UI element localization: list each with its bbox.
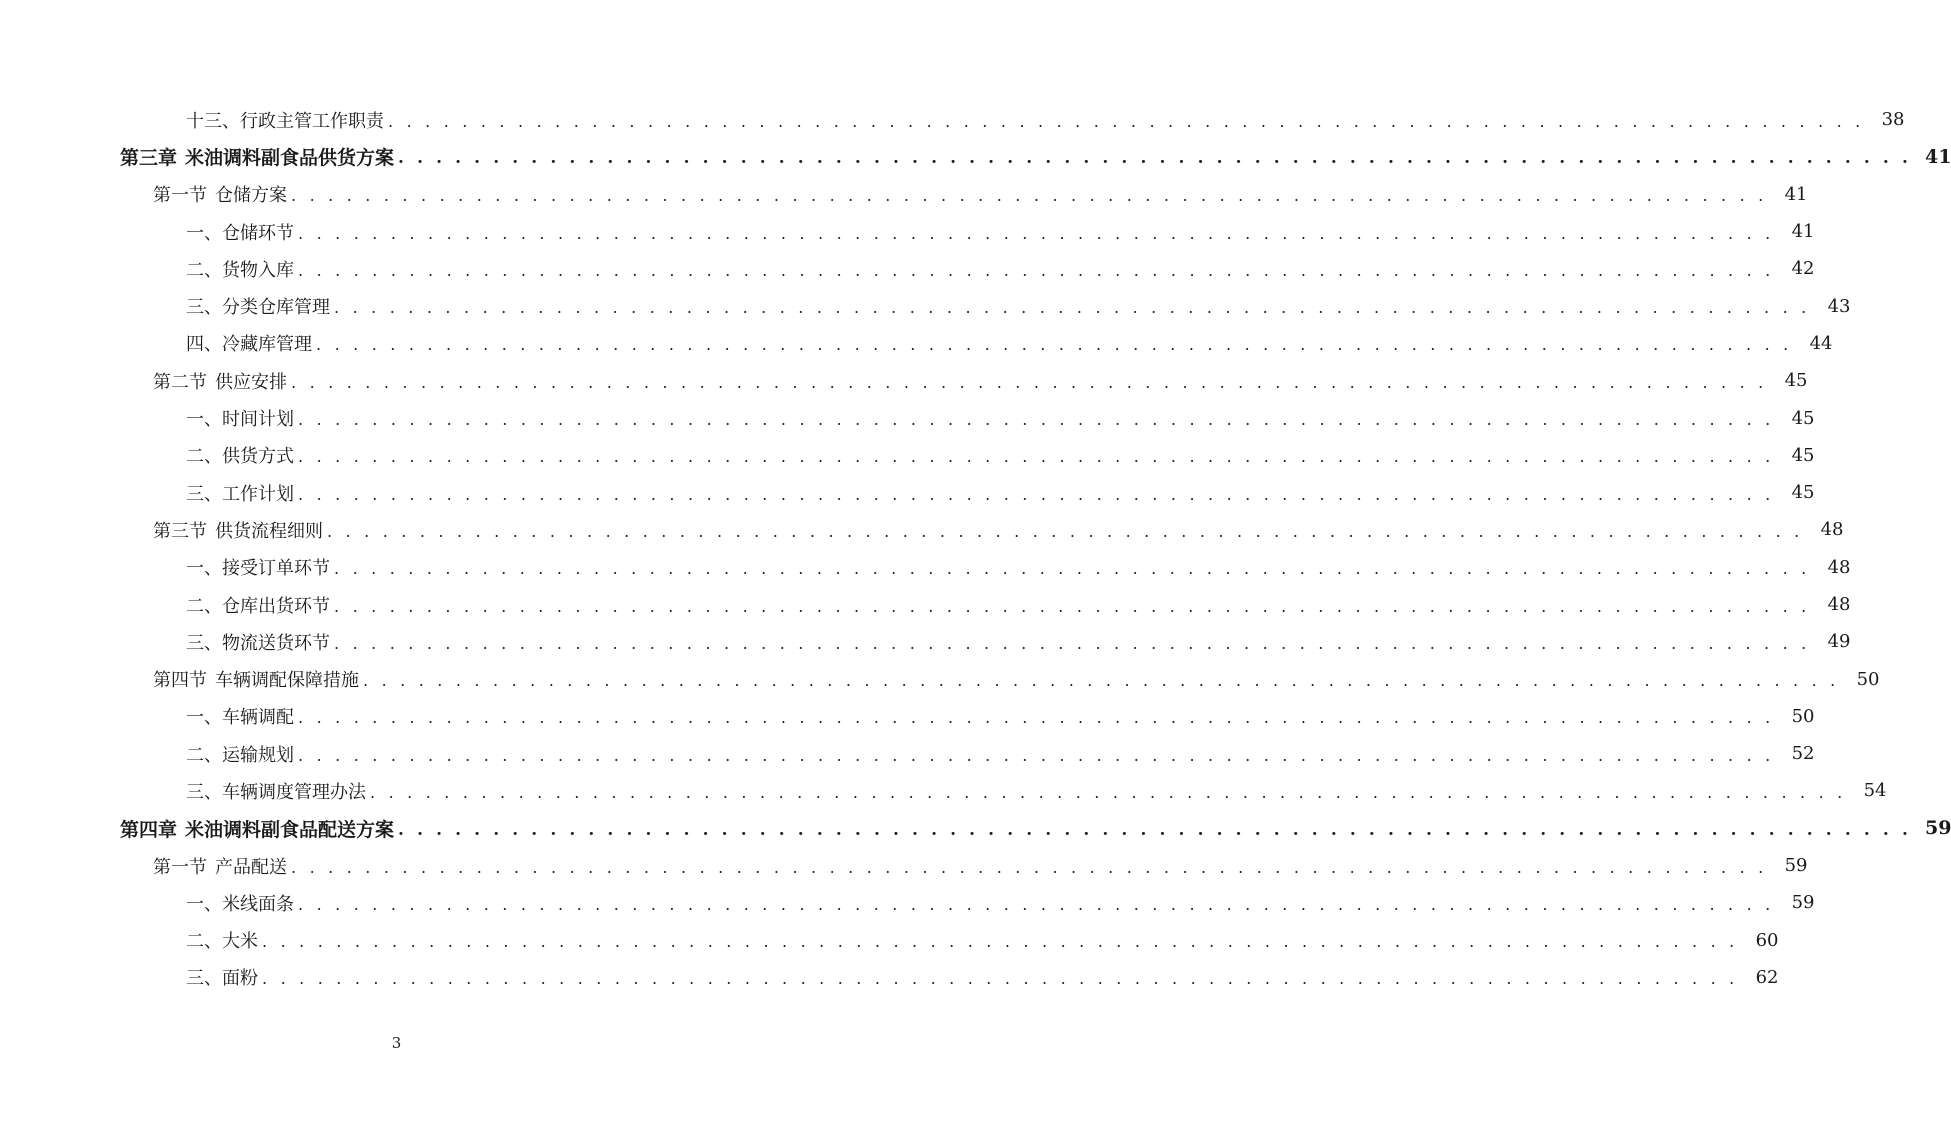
toc-entry-title — [120, 143, 398, 170]
toc-entry-title — [153, 853, 291, 879]
toc-entry-item[interactable] — [0, 623, 1851, 660]
toc-entry-text: 冷藏库管理 — [222, 334, 312, 356]
toc-entry-page: 49 — [1827, 631, 1851, 653]
toc-entry-number: 二、 — [186, 744, 222, 766]
toc-entry-item[interactable] — [0, 399, 1815, 436]
toc-entry-item[interactable] — [0, 101, 1905, 138]
toc-entry-title — [153, 666, 363, 692]
toc-entry-number: 第三节 — [153, 520, 207, 542]
toc-entry-text: 米油调料副食品供货方案 — [185, 147, 395, 170]
toc-entry-page: 45 — [1791, 444, 1815, 466]
toc-entry-text: 供货方式 — [222, 446, 294, 468]
toc-entry-page: 44 — [1809, 332, 1833, 354]
dot-leader: . . . . . . . . . . . . . . . . . . . . . . . . . . . . . . . . . . . . . . . . . . . . . . . . . . . . . . . . . . . . . . . . . . . . . . . . . . . . . . . . — [298, 484, 1775, 504]
toc-entry-page: 45 — [1791, 482, 1815, 504]
toc-entry-page: 48 — [1820, 519, 1844, 541]
toc-entry-title — [153, 517, 327, 543]
toc-entry-item[interactable] — [0, 959, 1779, 996]
toc-entry-item[interactable] — [0, 884, 1815, 921]
dot-leader: . . . . . . . . . . . . . . . . . . . . . . . . . . . . . . . . . . . . . . . . . . . . . . . . . . . . . . . . . . . . . . . . . . . . . . . . . . . . . . . . — [398, 819, 1912, 840]
toc-entry-text: 仓储环节 — [222, 222, 294, 244]
toc-entry-text: 供货流程细则 — [215, 520, 323, 542]
toc-entry-text: 行政主管工作职责 — [240, 110, 384, 132]
dot-leader: . . . . . . . . . . . . . . . . . . . . . . . . . . . . . . . . . . . . . . . . . . . . . . . . . . . . . . . . . . . . . . . . . . . . . . . . . . . . . . . . — [298, 260, 1775, 280]
toc-entry-item[interactable] — [0, 325, 1833, 362]
toc-entry-title — [186, 219, 298, 245]
dot-leader: . . . . . . . . . . . . . . . . . . . . . . . . . . . . . . . . . . . . . . . . . . . . . . . . . . . . . . . . . . . . . . . . . . . . . . . . . . . . . . . . — [388, 111, 1865, 131]
toc-entry-page: 60 — [1755, 929, 1779, 951]
toc-entry-number: 第二节 — [153, 371, 207, 393]
toc-entry-section[interactable] — [0, 660, 1880, 697]
toc-entry-section[interactable] — [0, 511, 1844, 548]
dot-leader: . . . . . . . . . . . . . . . . . . . . . . . . . . . . . . . . . . . . . . . . . . . . . . . . . . . . . . . . . . . . . . . . . . . . . . . . . . . . . . . . — [334, 633, 1811, 653]
toc-entry-text: 车辆调配保障措施 — [215, 670, 359, 692]
toc-entry-number: 三、 — [186, 297, 222, 319]
toc-entry-text: 工作计划 — [222, 483, 294, 505]
toc-entry-item[interactable] — [0, 735, 1815, 772]
toc-entry-item[interactable] — [0, 287, 1851, 324]
toc-entry-number: 第一节 — [153, 185, 207, 207]
toc-entry-title — [186, 927, 262, 953]
toc-entry-page: 43 — [1827, 295, 1851, 317]
dot-leader: . . . . . . . . . . . . . . . . . . . . . . . . . . . . . . . . . . . . . . . . . . . . . . . . . . . . . . . . . . . . . . . . . . . . . . . . . . . . . . . . — [334, 298, 1811, 318]
toc-entry-number: 第三章 — [120, 147, 178, 170]
toc-entry-number: 三、 — [186, 968, 222, 990]
toc-entry-text: 产品配送 — [215, 856, 287, 878]
dot-leader: . . . . . . . . . . . . . . . . . . . . . . . . . . . . . . . . . . . . . . . . . . . . . . . . . . . . . . . . . . . . . . . . . . . . . . . . . . . . . . . . — [298, 708, 1775, 728]
dot-leader: . . . . . . . . . . . . . . . . . . . . . . . . . . . . . . . . . . . . . . . . . . . . . . . . . . . . . . . . . . . . . . . . . . . . . . . . . . . . . . . . — [298, 410, 1775, 430]
toc-entry-number: 一、 — [186, 222, 222, 244]
toc-entry-page: 62 — [1755, 966, 1779, 988]
toc-entry-number: 第四章 — [120, 818, 178, 841]
toc-entry-title — [120, 815, 398, 842]
toc-entry-title — [186, 442, 298, 468]
toc-entry-title — [153, 368, 291, 394]
dot-leader: . . . . . . . . . . . . . . . . . . . . . . . . . . . . . . . . . . . . . . . . . . . . . . . . . . . . . . . . . . . . . . . . . . . . . . . . . . . . . . . . — [291, 372, 1768, 392]
toc-entry-item[interactable] — [0, 437, 1815, 474]
toc-entry-page: 42 — [1791, 258, 1815, 280]
toc-entry-number: 二、 — [186, 931, 222, 953]
toc-entry-number: 一、 — [186, 893, 222, 915]
toc-entry-title — [186, 629, 334, 655]
toc-entry-text: 大米 — [222, 931, 258, 953]
toc-entry-section[interactable] — [0, 176, 1808, 213]
toc-entry-text: 时间计划 — [222, 409, 294, 431]
toc-entry-title — [186, 256, 298, 282]
toc-entry-text: 货物入库 — [222, 259, 294, 281]
toc-entry-number: 一、 — [186, 558, 222, 580]
toc-entry-section[interactable] — [0, 362, 1808, 399]
toc-entry-page: 45 — [1784, 370, 1808, 392]
toc-entry-title — [186, 293, 334, 319]
toc-entry-page: 59 — [1925, 817, 1951, 840]
dot-leader: . . . . . . . . . . . . . . . . . . . . . . . . . . . . . . . . . . . . . . . . . . . . . . . . . . . . . . . . . . . . . . . . . . . . . . . . . . . . . . . . — [262, 969, 1739, 989]
dot-leader: . . . . . . . . . . . . . . . . . . . . . . . . . . . . . . . . . . . . . . . . . . . . . . . . . . . . . . . . . . . . . . . . . . . . . . . . . . . . . . . . — [316, 335, 1793, 355]
toc-entry-number: 一、 — [186, 409, 222, 431]
toc-entry-title — [186, 778, 370, 804]
toc-entry-text: 米油调料副食品配送方案 — [185, 818, 395, 841]
toc-entry-text: 物流送货环节 — [222, 632, 330, 654]
toc-entry-number: 十三、 — [186, 110, 240, 132]
toc-entry-item[interactable] — [0, 922, 1779, 959]
toc-entry-item[interactable] — [0, 586, 1851, 623]
toc-entry-text: 米线面条 — [222, 893, 294, 915]
toc-entry-text: 车辆调度管理办法 — [222, 781, 366, 803]
toc-entry-number: 第四节 — [153, 670, 207, 692]
toc-entry-number: 一、 — [186, 707, 222, 729]
toc-entry-page: 41 — [1791, 221, 1815, 243]
toc-entry-page: 41 — [1784, 183, 1808, 205]
toc-entry-number: 二、 — [186, 259, 222, 281]
toc-entry-text: 分类仓库管理 — [222, 297, 330, 319]
toc-entry-page: 38 — [1881, 109, 1905, 131]
dot-leader: . . . . . . . . . . . . . . . . . . . . . . . . . . . . . . . . . . . . . . . . . . . . . . . . . . . . . . . . . . . . . . . . . . . . . . . . . . . . . . . . — [363, 671, 1840, 691]
toc-entry-page: 59 — [1784, 855, 1808, 877]
dot-leader: . . . . . . . . . . . . . . . . . . . . . . . . . . . . . . . . . . . . . . . . . . . . . . . . . . . . . . . . . . . . . . . . . . . . . . . . . . . . . . . . — [298, 223, 1775, 243]
toc-entry-text: 供应安排 — [215, 371, 287, 393]
dot-leader: . . . . . . . . . . . . . . . . . . . . . . . . . . . . . . . . . . . . . . . . . . . . . . . . . . . . . . . . . . . . . . . . . . . . . . . . . . . . . . . . — [334, 559, 1811, 579]
toc-entry-section[interactable] — [0, 847, 1808, 884]
toc-entry-text: 接受订单环节 — [222, 558, 330, 580]
toc-entry-page: 54 — [1863, 780, 1887, 802]
toc-entry-title — [186, 741, 298, 767]
toc-entry-number: 四、 — [186, 334, 222, 356]
toc-entry-title — [186, 107, 388, 133]
toc-entry-title — [186, 964, 262, 990]
toc-entry-page: 59 — [1791, 892, 1815, 914]
dot-leader: . . . . . . . . . . . . . . . . . . . . . . . . . . . . . . . . . . . . . . . . . . . . . . . . . . . . . . . . . . . . . . . . . . . . . . . . . . . . . . . . — [398, 148, 1912, 169]
toc-entry-text: 仓储方案 — [215, 185, 287, 207]
dot-leader: . . . . . . . . . . . . . . . . . . . . . . . . . . . . . . . . . . . . . . . . . . . . . . . . . . . . . . . . . . . . . . . . . . . . . . . . . . . . . . . . — [298, 745, 1775, 765]
toc-entry-number: 二、 — [186, 595, 222, 617]
toc-entry-chapter[interactable] — [0, 810, 1951, 847]
dot-leader: . . . . . . . . . . . . . . . . . . . . . . . . . . . . . . . . . . . . . . . . . . . . . . . . . . . . . . . . . . . . . . . . . . . . . . . . . . . . . . . . — [262, 932, 1739, 952]
toc-entry-page: 52 — [1791, 743, 1815, 765]
toc-entry-item[interactable] — [0, 772, 1887, 809]
toc-entry-title — [186, 480, 298, 506]
toc-entry-item[interactable] — [0, 549, 1851, 586]
toc-entry-title — [186, 703, 298, 729]
toc-entry-item[interactable] — [0, 250, 1815, 287]
toc-entry-number: 第一节 — [153, 856, 207, 878]
toc-entry-title — [186, 592, 334, 618]
toc-entry-item[interactable] — [0, 474, 1815, 511]
toc-entry-number: 三、 — [186, 483, 222, 505]
toc-entry-title — [153, 181, 291, 207]
toc-entry-text: 车辆调配 — [222, 707, 294, 729]
dot-leader: . . . . . . . . . . . . . . . . . . . . . . . . . . . . . . . . . . . . . . . . . . . . . . . . . . . . . . . . . . . . . . . . . . . . . . . . . . . . . . . . — [327, 521, 1804, 541]
toc-entry-title — [186, 405, 298, 431]
toc-entry-page: 41 — [1925, 145, 1951, 168]
toc-entry-chapter[interactable] — [0, 138, 1951, 175]
toc-entry-number: 二、 — [186, 446, 222, 468]
dot-leader: . . . . . . . . . . . . . . . . . . . . . . . . . . . . . . . . . . . . . . . . . . . . . . . . . . . . . . . . . . . . . . . . . . . . . . . . . . . . . . . . — [334, 596, 1811, 616]
toc-entry-item[interactable] — [0, 213, 1815, 250]
toc-entry-title — [186, 554, 334, 580]
dot-leader: . . . . . . . . . . . . . . . . . . . . . . . . . . . . . . . . . . . . . . . . . . . . . . . . . . . . . . . . . . . . . . . . . . . . . . . . . . . . . . . . — [370, 782, 1847, 802]
toc-entry-text: 仓库出货环节 — [222, 595, 330, 617]
toc-entry-page: 50 — [1856, 668, 1880, 690]
dot-leader: . . . . . . . . . . . . . . . . . . . . . . . . . . . . . . . . . . . . . . . . . . . . . . . . . . . . . . . . . . . . . . . . . . . . . . . . . . . . . . . . — [291, 857, 1768, 877]
toc-entry-page: 50 — [1791, 705, 1815, 727]
toc-entry-page: 48 — [1827, 556, 1851, 578]
dot-leader: . . . . . . . . . . . . . . . . . . . . . . . . . . . . . . . . . . . . . . . . . . . . . . . . . . . . . . . . . . . . . . . . . . . . . . . . . . . . . . . . — [298, 894, 1775, 914]
toc-entry-page: 45 — [1791, 407, 1815, 429]
dot-leader: . . . . . . . . . . . . . . . . . . . . . . . . . . . . . . . . . . . . . . . . . . . . . . . . . . . . . . . . . . . . . . . . . . . . . . . . . . . . . . . . — [298, 447, 1775, 467]
toc-entry-number: 三、 — [186, 632, 222, 654]
toc-entry-number: 三、 — [186, 781, 222, 803]
dot-leader: . . . . . . . . . . . . . . . . . . . . . . . . . . . . . . . . . . . . . . . . . . . . . . . . . . . . . . . . . . . . . . . . . . . . . . . . . . . . . . . . — [291, 186, 1768, 206]
toc-entry-title — [186, 890, 298, 916]
toc-entry-item[interactable] — [0, 698, 1815, 735]
toc-entry-page: 48 — [1827, 594, 1851, 615]
toc-entry-text: 面粉 — [222, 968, 258, 990]
toc-entry-title — [186, 330, 316, 356]
page-number: 3 — [391, 1034, 402, 1052]
table-of-contents — [0, 101, 1951, 996]
toc-entry-text: 运输规划 — [222, 744, 294, 766]
